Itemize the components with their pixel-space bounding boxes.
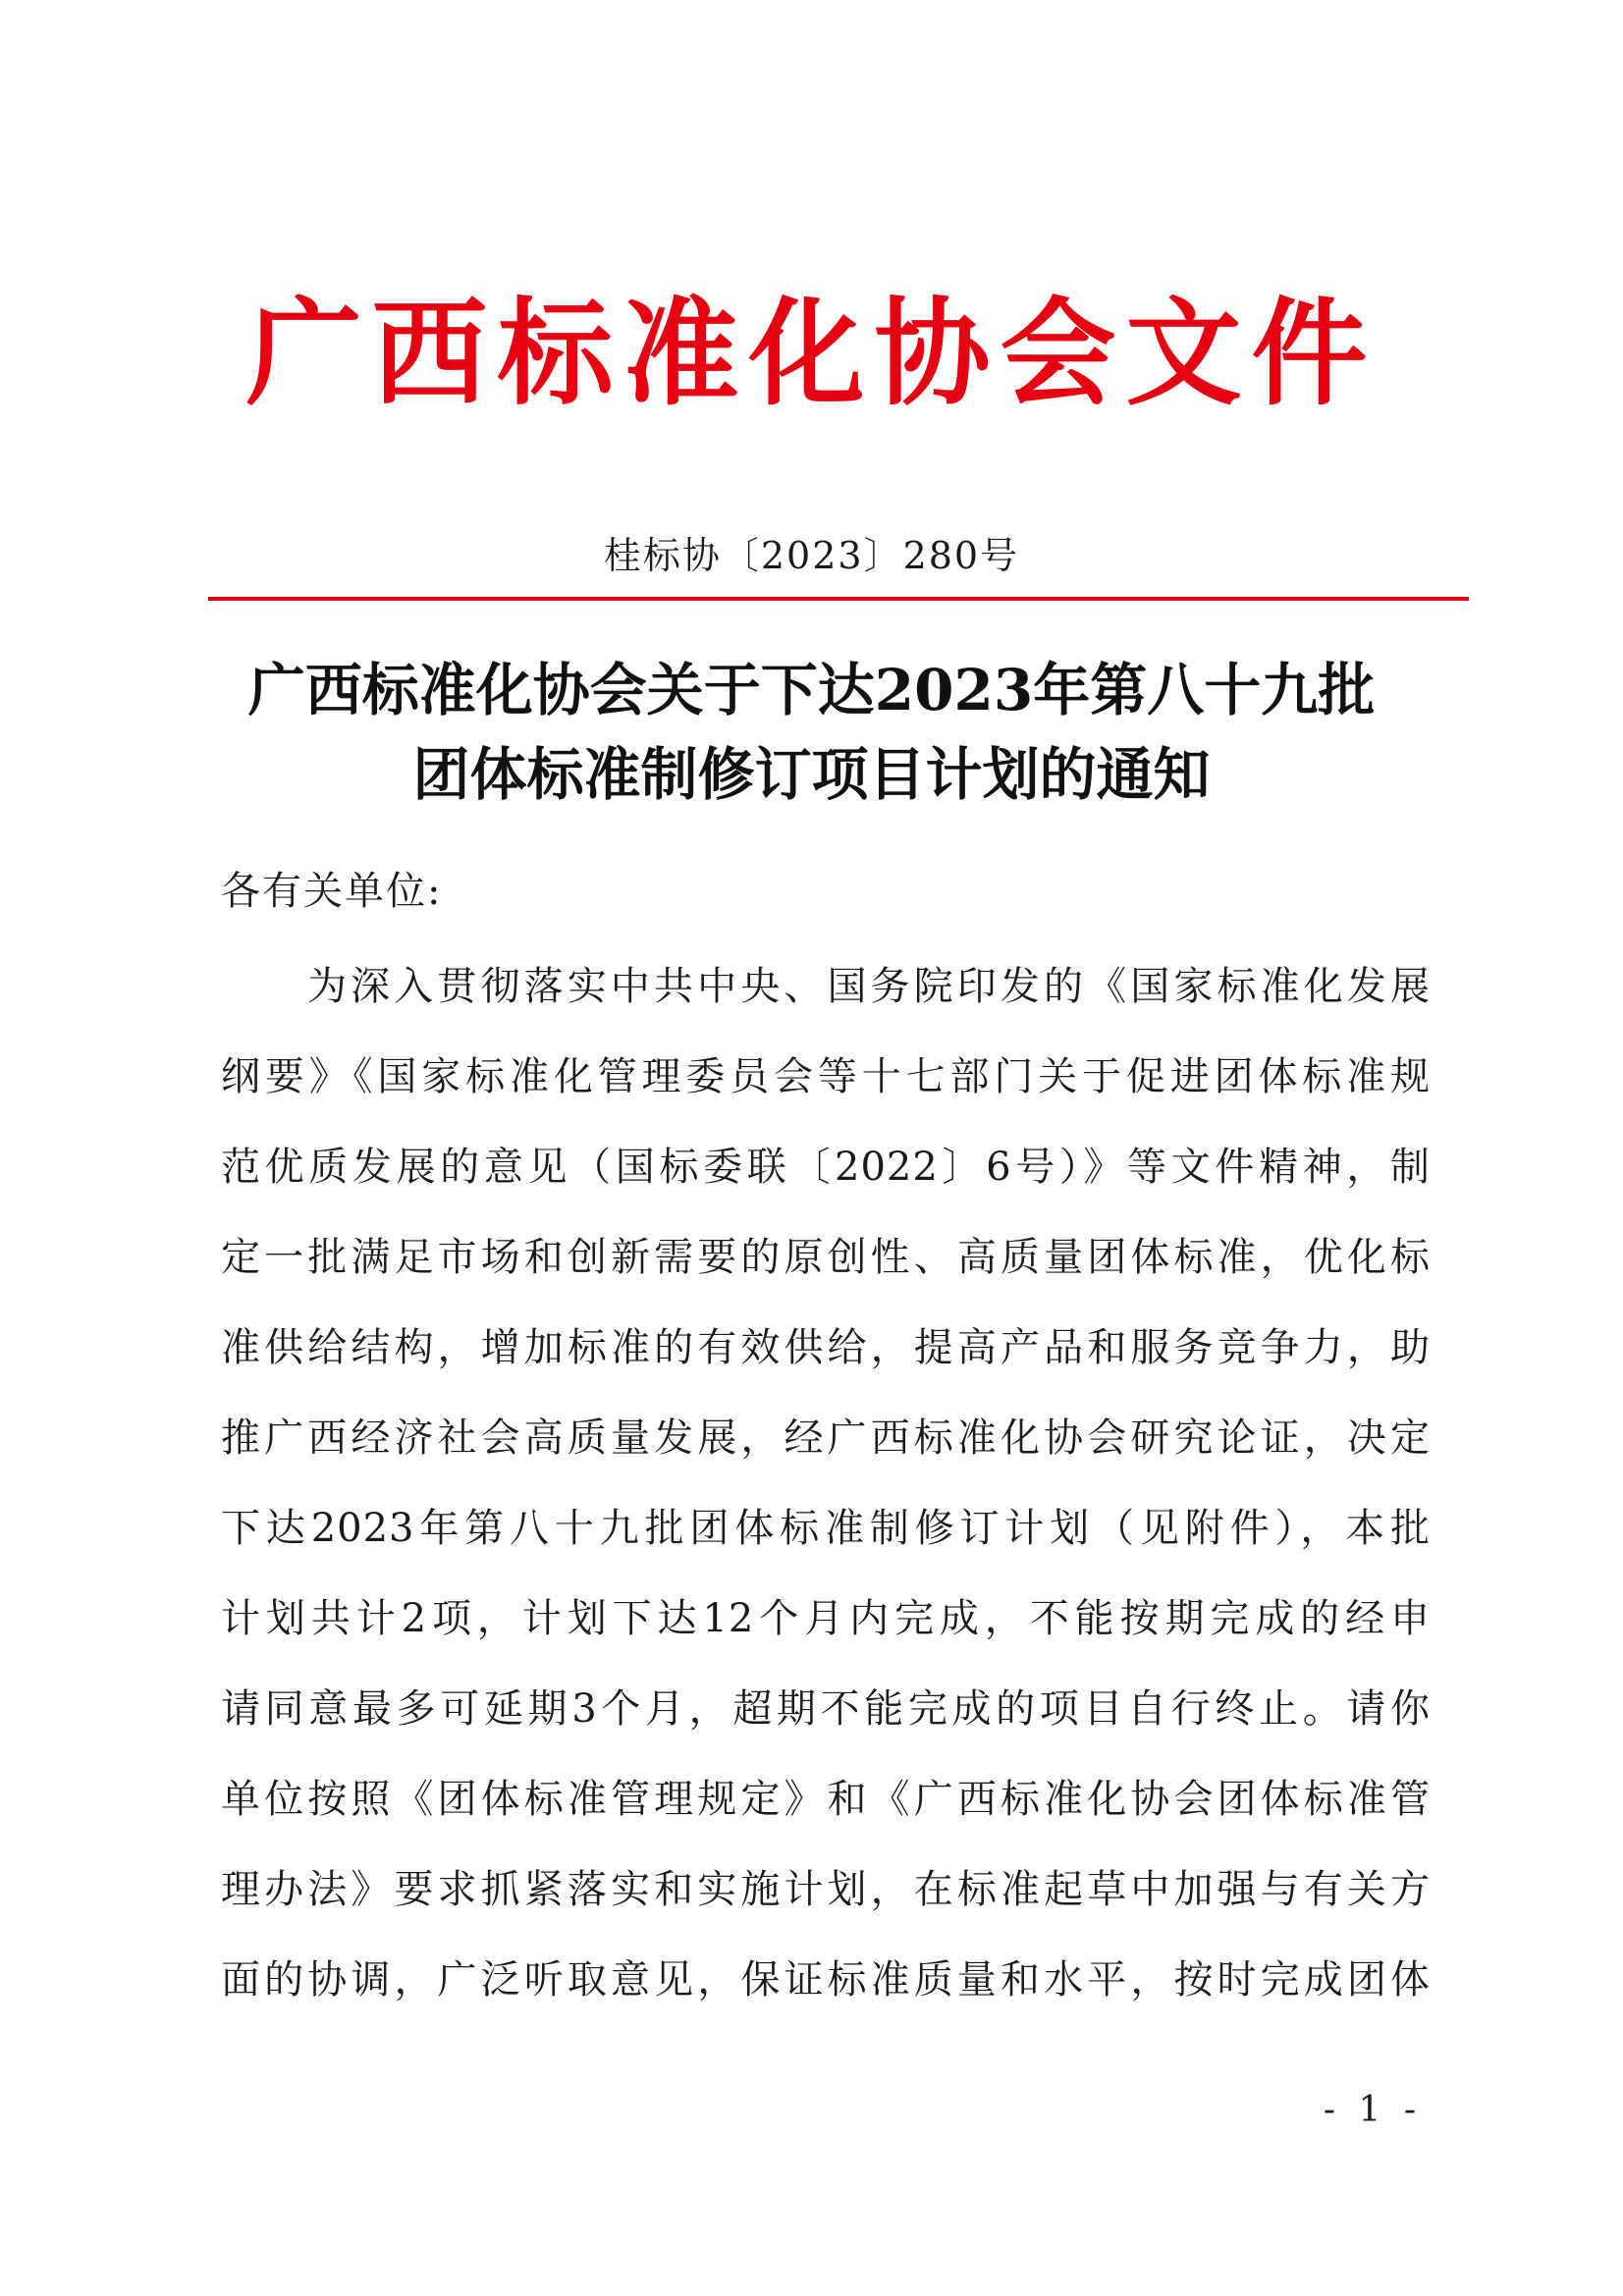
body-line: 范优质发展的意见（国标委联〔2022〕6号）》等文件精神，制: [221, 1145, 1431, 1190]
red-separator-line: [208, 597, 1469, 601]
body-line: 定一批满足市场和创新需要的原创性、高质量团体标准，优化标: [221, 1235, 1431, 1280]
body-line: 面的协调，广泛听取意见，保证标准质量和水平，按时完成团体: [221, 1957, 1431, 2002]
body-line: 推广西经济社会高质量发展，经广西标准化协会研究论证，决定: [221, 1415, 1431, 1461]
notice-title-line-1: 广西标准化协会关于下达2023年第八十九批: [247, 657, 1376, 723]
body-line: 为深入贯彻落实中共中央、国务院印发的《国家标准化发展: [307, 964, 1431, 1009]
body-line: 计划共计2项，计划下达12个月内完成，不能按期完成的经申: [221, 1596, 1431, 1641]
body-line: 理办法》要求抓紧落实和实施计划，在标准起草中加强与有关方: [221, 1867, 1431, 1912]
body-paragraph: [221, 957, 1431, 2041]
page-number: - 1 -: [1323, 2090, 1422, 2130]
salutation: 各有关单位:: [221, 869, 443, 914]
body-line: 请同意最多可延期3个月，超期不能完成的项目自行终止。请你: [221, 1686, 1431, 1732]
document-header-title: 广西标准化协会文件: [245, 285, 1378, 421]
body-line: 纲要》《国家标准化管理委员会等十七部门关于促进团体标准规: [221, 1054, 1431, 1099]
notice-title-line-2: 团体标准制修订项目计划的通知: [412, 741, 1211, 808]
body-line: 单位按照《团体标准管理规定》和《广西标准化协会团体标准管: [221, 1777, 1431, 1822]
document-number: 桂标协〔2023〕280号: [603, 534, 1020, 577]
notice-title: [157, 648, 1466, 817]
body-line: 准供给结构，增加标准的有效供给，提高产品和服务竞争力，助: [221, 1325, 1431, 1370]
body-line: 下达2023年第八十九批团体标准制修订计划（见附件），本批: [221, 1506, 1431, 1551]
